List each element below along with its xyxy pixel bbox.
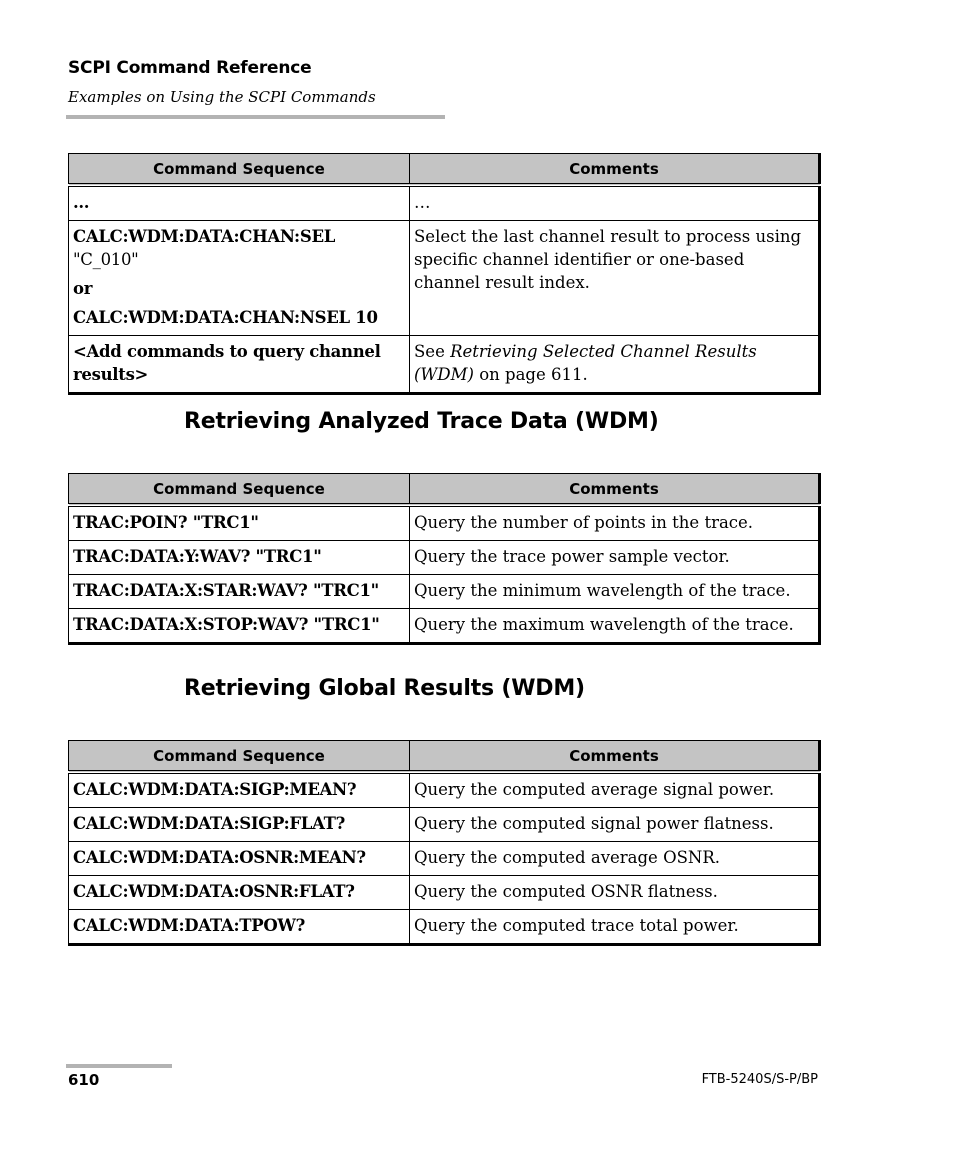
- command-cell: TRAC:POIN? "TRC1": [69, 505, 410, 541]
- header-subtitle: Examples on Using the SCPI Commands: [68, 88, 376, 106]
- table-header-row: [69, 474, 820, 506]
- column-header-command: Command Sequence: [69, 741, 410, 773]
- command-table-trace: [68, 473, 821, 645]
- table-row: [69, 505, 820, 541]
- column-header-comments: Comments: [410, 154, 820, 186]
- command-cell: CALC:WDM:DATA:OSNR:MEAN?: [69, 842, 410, 876]
- command-cell: CALC:WDM:DATA:SIGP:FLAT?: [69, 808, 410, 842]
- comment-cell: Query the computed average signal power.: [410, 772, 820, 808]
- command-cell: CALC:WDM:DATA:TPOW?: [69, 910, 410, 945]
- table-row: [69, 185, 820, 221]
- command-line: [73, 225, 405, 271]
- table-header-row: [69, 741, 820, 773]
- table-row: [69, 541, 820, 575]
- command-cell: CALC:WDM:DATA:SIGP:MEAN?: [69, 772, 410, 808]
- column-header-comments: Comments: [410, 474, 820, 506]
- product-model: FTB-5240S/S-P/BP: [701, 1072, 818, 1087]
- comment-cell: Query the computed signal power flatness.: [410, 808, 820, 842]
- section-heading-global: Retrieving Global Results (WDM): [184, 676, 585, 701]
- command-line: CALC:WDM:DATA:CHAN:NSEL 10: [73, 308, 378, 327]
- table-row: [69, 609, 820, 644]
- table-row: [69, 808, 820, 842]
- table-row: [69, 772, 820, 808]
- command-table-global: [68, 740, 821, 946]
- command-cell: CALC:WDM:DATA:OSNR:FLAT?: [69, 876, 410, 910]
- comment-cell: Query the maximum wavelength of the trace.: [410, 609, 820, 644]
- comment-cell: Query the trace power sample vector.: [410, 541, 820, 575]
- command-text: CALC:WDM:DATA:CHAN:SEL: [73, 227, 336, 246]
- comment-text: See: [414, 342, 451, 361]
- column-header-command: Command Sequence: [69, 474, 410, 506]
- command-cell: <Add commands to query channel results>: [69, 336, 410, 394]
- comment-cell: Query the computed OSNR flatness.: [410, 876, 820, 910]
- table-row: [69, 221, 820, 336]
- table-row: [69, 876, 820, 910]
- command-cell: [69, 221, 410, 336]
- command-cell: TRAC:DATA:X:STAR:WAV? "TRC1": [69, 575, 410, 609]
- header-title: SCPI Command Reference: [68, 58, 312, 78]
- table-header-row: [69, 154, 820, 186]
- comment-cell: Query the computed average OSNR.: [410, 842, 820, 876]
- table-row: [69, 842, 820, 876]
- or-text: or: [73, 279, 93, 298]
- comment-cell: Select the last channel result to process using specific channel identifier or one-based channel result index.: [410, 221, 820, 336]
- command-cell: …: [69, 185, 410, 221]
- command-argument: "C_010": [73, 250, 139, 269]
- command-cell: TRAC:DATA:X:STOP:WAV? "TRC1": [69, 609, 410, 644]
- table-row: [69, 910, 820, 945]
- comment-cell: [410, 336, 820, 394]
- comment-cell: Query the computed trace total power.: [410, 910, 820, 945]
- header-divider: [66, 115, 445, 119]
- column-header-command: Command Sequence: [69, 154, 410, 186]
- table-row: [69, 336, 820, 394]
- table-row: [69, 575, 820, 609]
- command-cell: TRAC:DATA:Y:WAV? "TRC1": [69, 541, 410, 575]
- column-header-comments: Comments: [410, 741, 820, 773]
- page-number: 610: [68, 1071, 100, 1089]
- comment-cell: …: [410, 185, 820, 221]
- comment-text: on page 611.: [473, 365, 588, 384]
- footer-divider: [66, 1064, 172, 1068]
- comment-cell: Query the minimum wavelength of the trace.: [410, 575, 820, 609]
- comment-cell: Query the number of points in the trace.: [410, 505, 820, 541]
- cross-reference-link[interactable]: Retrieving Selected Channel Results (WDM): [414, 342, 757, 384]
- command-table-channel: [68, 153, 821, 395]
- section-heading-trace: Retrieving Analyzed Trace Data (WDM): [184, 409, 659, 434]
